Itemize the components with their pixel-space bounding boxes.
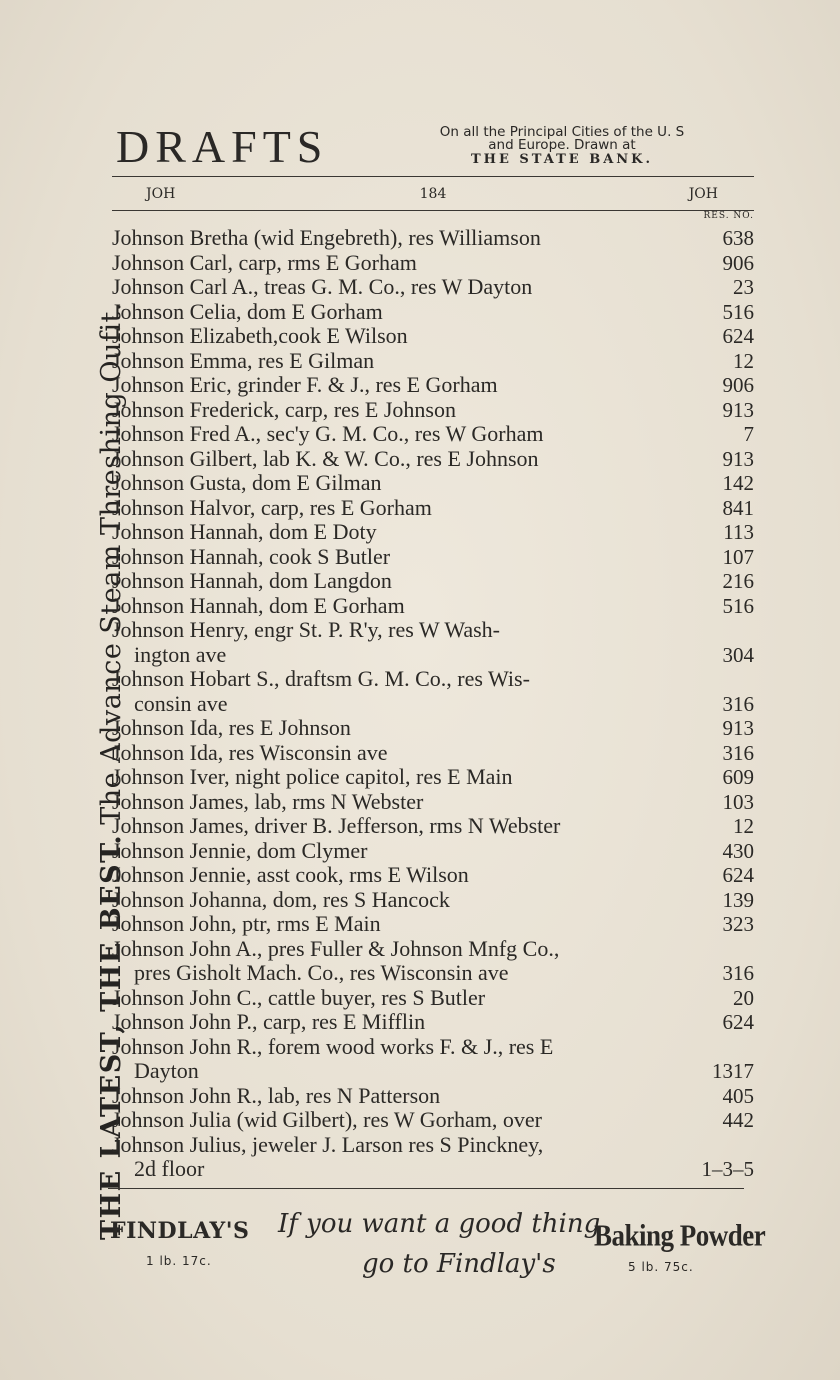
directory-entry xyxy=(112,275,754,300)
directory-entry xyxy=(112,1084,754,1109)
res-number: 609 xyxy=(722,765,754,789)
entry-text: Johnson John A., pres Fuller & Johnson Mnfg Co., xyxy=(112,935,560,961)
res-number: 103 xyxy=(722,789,754,814)
res-number: 216 xyxy=(722,569,754,593)
entry-text: Johnson Frederick, carp, res E Johnson xyxy=(112,396,456,422)
directory-entry xyxy=(112,937,754,986)
directory-entry xyxy=(112,300,754,325)
entry-text: Johnson Bretha (wid Engebreth), res Williamson xyxy=(112,225,541,250)
res-number: 906 xyxy=(722,373,754,397)
entry-text: Johnson John C., cattle buyer, res S Butler xyxy=(112,984,486,1010)
res-number: 113 xyxy=(723,520,754,544)
side-ad-product: The Advance Steam Threshing Oufit. xyxy=(96,302,127,825)
ad-product: Baking Powder xyxy=(594,1218,766,1253)
directory-entry xyxy=(112,912,754,937)
res-number: 1–3–5 xyxy=(701,1157,754,1181)
res-number: 405 xyxy=(722,1083,754,1108)
entry-continuation: ington ave xyxy=(134,641,227,667)
footer-rule xyxy=(108,1188,744,1189)
res-number: 913 xyxy=(722,397,754,422)
directory-entry xyxy=(112,349,754,374)
res-number: 442 xyxy=(722,1108,754,1132)
entry-text: Johnson Eric, grinder F. & J., res E Gorham xyxy=(112,372,498,397)
entry-text: Johnson Hannah, dom Langdon xyxy=(112,568,392,593)
res-number: 516 xyxy=(722,593,754,618)
entry-text: Johnson Gilbert, lab K. & W. Co., res E Johnson xyxy=(112,445,539,471)
directory-entry xyxy=(112,569,754,594)
running-head-right: JOH xyxy=(688,186,718,202)
res-number: 304 xyxy=(722,642,754,667)
entry-text: Johnson John R., forem wood works F. & J., res E xyxy=(112,1033,554,1059)
entry-text: Johnson James, lab, rms N Webster xyxy=(112,788,424,814)
res-number: 638 xyxy=(722,226,754,250)
running-head-left: JOH xyxy=(146,186,176,202)
drafts-title: DRAFTS xyxy=(116,121,329,172)
entry-text: Johnson Carl A., treas G. M. Co., res W Dayton xyxy=(112,274,533,299)
directory-entry xyxy=(112,741,754,766)
directory-entry xyxy=(112,373,754,398)
drafts-subtitle xyxy=(372,126,752,166)
res-number: 516 xyxy=(722,299,754,324)
directory-entry xyxy=(112,667,754,716)
entry-continuation: Dayton xyxy=(134,1058,199,1083)
directory-entry xyxy=(112,398,754,423)
res-number: 913 xyxy=(722,716,754,740)
res-number: 624 xyxy=(722,324,754,348)
directory-entry xyxy=(112,765,754,790)
res-number: 624 xyxy=(722,1010,754,1034)
header-rule xyxy=(112,176,754,177)
directory-entry xyxy=(112,716,754,741)
entry-text: Johnson Fred A., sec'y G. M. Co., res W Gorham xyxy=(112,421,544,446)
directory-entry xyxy=(112,839,754,864)
res-number: 323 xyxy=(722,912,754,936)
ad-left-price: 1 lb. 17c. xyxy=(146,1254,212,1268)
entry-text: Johnson John R., lab, res N Patterson xyxy=(112,1082,441,1108)
running-head-rule xyxy=(112,210,754,211)
res-number: 913 xyxy=(722,446,754,471)
side-ad-slogan: THE LATEST, THE BEST. xyxy=(96,833,127,1240)
directory-entry xyxy=(112,1035,754,1084)
res-number: 107 xyxy=(722,544,754,569)
entry-text: Johnson Hobart S., draftsm G. M. Co., res Wis- xyxy=(112,666,530,691)
entry-text: Johnson Hannah, cook S Butler xyxy=(112,543,391,569)
res-number: 12 xyxy=(733,814,754,838)
entry-text: Johnson James, driver B. Jefferson, rms N Webster xyxy=(112,813,561,838)
res-number: 430 xyxy=(722,838,754,863)
directory-listings xyxy=(112,226,754,1182)
entry-text: Johnson Carl, carp, rms E Gorham xyxy=(112,249,417,275)
ad-right-price: 5 lb. 75c. xyxy=(628,1260,694,1274)
res-number: 624 xyxy=(722,863,754,887)
page-number: 184 xyxy=(419,186,447,202)
entry-text: Johnson Gusta, dom E Gilman xyxy=(112,470,382,495)
res-number: 23 xyxy=(733,275,754,299)
res-number: 7 xyxy=(743,422,754,446)
entry-text: Johnson Halvor, carp, res E Gorham xyxy=(112,494,432,520)
entry-text: Johnson Hannah, dom E Doty xyxy=(112,519,377,544)
res-number: 20 xyxy=(733,985,754,1010)
res-number: 316 xyxy=(722,691,754,716)
entry-text: Johnson John, ptr, rms E Main xyxy=(112,911,381,936)
entry-continuation: 2d floor xyxy=(134,1156,205,1181)
directory-entry xyxy=(112,520,754,545)
directory-entry xyxy=(112,863,754,888)
entry-text: Johnson John P., carp, res E Mifflin xyxy=(112,1009,426,1034)
entry-text: Johnson Julius, jeweler J. Larson res S Pinckney, xyxy=(112,1131,544,1157)
entry-text: Johnson Julia (wid Gilbert), res W Gorham, over xyxy=(112,1107,542,1132)
directory-entry xyxy=(112,324,754,349)
entry-continuation: consin ave xyxy=(134,690,228,716)
res-number: 12 xyxy=(733,348,754,373)
directory-entry xyxy=(112,471,754,496)
directory-entry xyxy=(112,251,754,276)
directory-entry xyxy=(112,422,754,447)
running-head xyxy=(112,186,754,206)
entry-text: Johnson Celia, dom E Gorham xyxy=(112,298,383,324)
entry-text: Johnson Jennie, asst cook, rms E Wilson xyxy=(112,862,469,887)
directory-entry xyxy=(112,447,754,472)
res-no-column-header: RES. NO. xyxy=(703,211,754,221)
directory-entry xyxy=(112,594,754,619)
directory-entry xyxy=(112,1010,754,1035)
directory-entry xyxy=(112,790,754,815)
res-number: 906 xyxy=(722,250,754,275)
ad-script-slogan xyxy=(278,1204,600,1284)
entry-text: Johnson Hannah, dom E Gorham xyxy=(112,592,405,618)
drafts-subtitle-line1: On all the Principal Cities of the U. S xyxy=(439,124,685,140)
directory-entry xyxy=(112,226,754,251)
directory-entry xyxy=(112,545,754,570)
directory-entry xyxy=(112,814,754,839)
entry-text: Johnson Henry, engr St. P. R'y, res W Wash- xyxy=(112,617,500,642)
entry-text: Johnson Jennie, dom Clymer xyxy=(112,837,368,863)
res-number: 841 xyxy=(722,495,754,520)
ad-script-line1: If you want a good thing xyxy=(278,1209,601,1239)
entry-text: Johnson Ida, res E Johnson xyxy=(112,715,351,740)
directory-entry xyxy=(112,618,754,667)
res-number: 316 xyxy=(722,961,754,985)
ad-script-line2: go to Findlay's xyxy=(362,1249,556,1279)
res-number: 316 xyxy=(722,740,754,765)
entry-text: Johnson Iver, night police capitol, res E Main xyxy=(112,764,513,789)
bank-name: THE STATE BANK. xyxy=(470,152,653,167)
res-number: 142 xyxy=(722,471,754,495)
entry-text: Johnson Ida, res Wisconsin ave xyxy=(112,739,388,765)
entry-text: Johnson Elizabeth,cook E Wilson xyxy=(112,323,408,348)
entry-text: Johnson Johanna, dom, res S Hancock xyxy=(112,886,450,912)
directory-entry xyxy=(112,1108,754,1133)
res-number: 1317 xyxy=(712,1059,754,1083)
entry-text: Johnson Emma, res E Gilman xyxy=(112,347,375,373)
directory-entry xyxy=(112,888,754,913)
ad-brand: FINDLAY'S xyxy=(110,1218,250,1244)
directory-entry xyxy=(112,496,754,521)
drafts-subtitle-line2: and Europe. Drawn at xyxy=(488,137,636,153)
entry-continuation: pres Gisholt Mach. Co., res Wisconsin ave xyxy=(134,960,509,985)
directory-entry xyxy=(112,1133,754,1182)
res-number: 139 xyxy=(722,887,754,912)
directory-entry xyxy=(112,986,754,1011)
